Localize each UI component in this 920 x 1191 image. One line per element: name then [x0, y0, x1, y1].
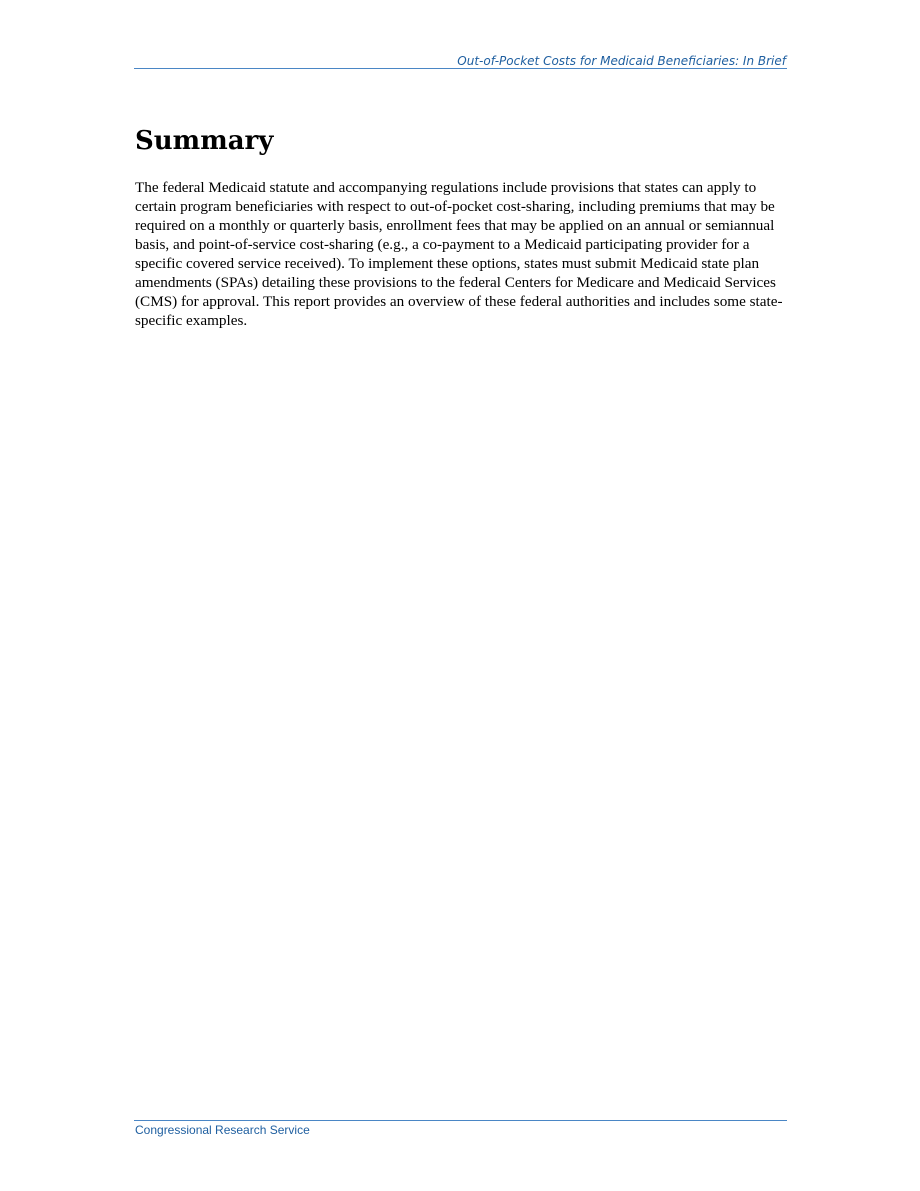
footer-organization: Congressional Research Service — [135, 1123, 310, 1137]
footer-divider — [134, 1120, 787, 1121]
running-header-title: Out-of-Pocket Costs for Medicaid Beneficiaries: In Brief — [457, 54, 786, 68]
header-divider — [134, 68, 787, 69]
summary-paragraph: The federal Medicaid statute and accompanying regulations include provisions that states can apply to certain program beneficiaries with respect to out-of-pocket cost-sharing, including premiums that may be required on a monthly or quarterly basis, enrollment fees that may be applied on an annual or semiannual basis, and point-of-service cost-sharing (e.g., a co-payment to a Medicaid participating provider for a specific covered service received). To implement these options, states must submit Medicaid state plan amendments (SPAs) detailing these provisions to the federal Centers for Medicare and Medicaid Services (CMS) for approval. This report provides an overview of these federal authorities and includes some state-specific examples. — [135, 179, 783, 329]
page-title: Summary — [135, 126, 274, 156]
